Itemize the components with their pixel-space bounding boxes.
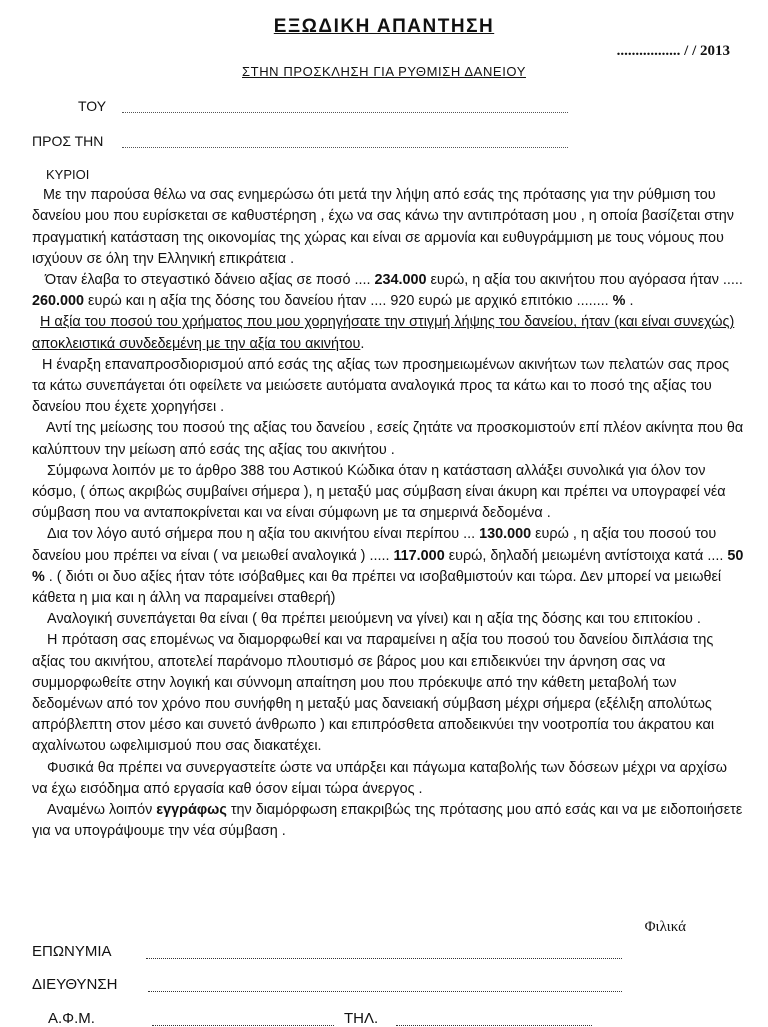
paragraph-loan-values: Όταν έλαβα το στεγαστικό δάνειο αξίας σε ποσό .... 234.000 ευρώ, η αξία του ακινήτου που αγόρασα ήταν ..... 260.000 ευρώ και η αξία της δόσης του δανείου ήταν .... 920 ευρώ με αρχικό επιτόκιο ........ % . <box>32 272 743 310</box>
address-fill-line <box>148 991 622 992</box>
date-line: ................. / / 2013 <box>616 43 730 59</box>
paragraph-civil-code: Σύμφωνα λοιπόν με το άρθρο 388 του Αστικού Κώδικα όταν η κατάσταση αλλάξει συνολικά για όλον τον κόσμο, ( όπως ακριβώς συμβαίνει σήμερα ), η μεταξύ μας σύμβαση είναι άκυρη και πρέπει να υπογραφεί νέα σύμβαση που να ανταποκρίνεται και να είναι σύμφωνη με τα σημερινά δεδομένα . <box>32 462 726 522</box>
surname-field <box>32 943 112 960</box>
document-title: ΕΞΩΔΙΚΗ ΑΠΑΝΤΗΣΗ <box>273 16 495 37</box>
tax-id-label: Α.Φ.Μ. <box>48 1010 95 1027</box>
paragraph-objection: Η πρόταση σας επομένως να διαμορφωθεί και να παραμείνει η αξία του ποσού του δανείου διπλάσια της αξίας του ακινήτου, αποτελεί παράνομο πλουτισμό σε βάρος μου και επιδεικνύει την άρνηση σας να συμμορφωθείτε στην λογική και σύννομη απαίτηση μου που πρόεκυψε από την κάθετη μεταβολή των δεδομένων από τον χρόνο που συνήφθη η μεταξύ μας δανειακή σύμβαση μέχρι σήμερα (εξέλιξη απολύτως απρόβλεπτη στον μέσο και συνετό άνθρωπο ) και επιπρόσθετα αποδεικνύει την νοοτροπία του άκρατου και αχαλίνωτου ωφελιμισμού που σας διακατέχει. <box>32 632 715 755</box>
tax-id-field <box>48 1010 379 1027</box>
paragraph-installment: Αναλογική συνεπάγεται θα είναι ( θα πρέπει μειούμενη να γίνει) και η αξία της δόσης και του επιτοκίου . <box>47 611 701 628</box>
recipient-fill-line <box>122 147 568 148</box>
loan-amount: 234.000 <box>374 272 427 289</box>
document-subtitle: ΣΤΗΝ ΠΡΟΣΚΛΗΣΗ ΓΙΑ ΡΥΘΜΙΣΗ ΔΑΝΕΙΟΥ <box>242 64 526 79</box>
surname-fill-line <box>146 958 622 959</box>
paragraph-current-values: Δια τον λόγο αυτό σήμερα που η αξία του ακινήτου είναι περίπου ... 130.000 ευρώ , η αξία του ποσού του δανείου μου πρέπει να είναι ( να μειωθεί αναλογικά ) ..... 117.000 ευρώ, δηλαδή μειωμένη αντίστοιχα κατά .... 50 % . ( διότι οι δυο αξίες ήταν τότε ισόβαθμες και θα πρέπει να ισοβαθμιστούν και τώρα. Δεν μπορεί να μειωθεί κάθετα η μια και η άλλη να παραμείνει σταθερή) <box>32 526 744 607</box>
to-fill-line <box>122 112 568 113</box>
phone-fill-line <box>396 1025 592 1026</box>
paragraph-linkage: Η αξία του ποσού του χρήματος που μου χορηγήσατε την στιγμή λήψης του δανείου, ήταν (και είναι συνεχώς) αποκλειστικά συνδεδεμένη με την αξία του ακινήτου. <box>32 314 735 352</box>
recipient-label: ΠΡΟΣ ΤΗΝ <box>32 133 104 149</box>
paragraph-freeze: Φυσικά θα πρέπει να συνεργαστείτε ώστε να υπάρξει και πάγωμα καταβολής των δόσεων μέχρι να αρχίσω να έχω εισόδημα από εργασία καθ όσον είμαι τώρα άνεργος . <box>32 759 727 797</box>
address-field <box>32 976 117 993</box>
reduction-percent: 50 % <box>32 547 744 585</box>
address-label: ΔΙΕΥΘΥΝΣΗ <box>32 976 118 993</box>
property-value: 260.000 <box>32 293 85 310</box>
letter-body <box>32 164 744 843</box>
surname-label: ΕΠΩΝΥΜΙΑ <box>32 943 112 960</box>
current-property-value: 130.000 <box>479 526 532 543</box>
phone-label: ΤΗΛ. <box>344 1010 379 1027</box>
paragraph-intro: Με την παρούσα θέλω να σας ενημερώσω ότι μετά την λήψη από εσάς της πρότασης για την ρύθμιση του δανείου μου που ευρίσκεται σε καθυστέρηση , έχω να σας κάνω την αντιπρόταση μου , η οποία βασίζεται στην πραγματική κατάσταση της οικονομίας της χώρας και είναι σε αρμονία και ευθυγράμμιση με τους νόμους που ισχύουν σε όλη την Ελληνική επικράτεια . <box>32 187 734 267</box>
paragraph-request: Αναμένω λοιπόν εγγράφως την διαμόρφωση επακριβώς της πρότασης μου από εσάς και να με ειδοποιήσετε για να υπογράψουμε την νέα σύμβαση . <box>32 802 743 840</box>
requested-loan-amount: 117.000 <box>393 547 445 564</box>
regards: Φιλικά <box>644 919 686 935</box>
salutation: ΚΥΡΙΟΙ <box>46 167 90 182</box>
paragraph-revaluation: Η έναρξη επαναπροσδιορισμού από εσάς της αξίας των προσημειωμένων ακινήτων των πελατών σας προς τα κάτω συνεπάγεται ότι οφείλετε να μειώσετε αυτόματα αναλογικά προς τα κάτω και το ποσό της αξίας του δανείου που έχετε χορηγήσει . <box>32 356 730 416</box>
paragraph-collateral: Αντί της μείωσης του ποσού της αξίας του δανείου , εσείς ζητάτε να προσκομιστούν επί πλέον ακίνητα που θα καλύπτουν την μείωση από εσάς της αξίας του ακινήτου . <box>32 420 744 458</box>
tax-id-fill-line <box>152 1025 334 1026</box>
in-writing: εγγράφως <box>156 802 227 819</box>
to-label: ΤΟΥ <box>78 98 107 114</box>
